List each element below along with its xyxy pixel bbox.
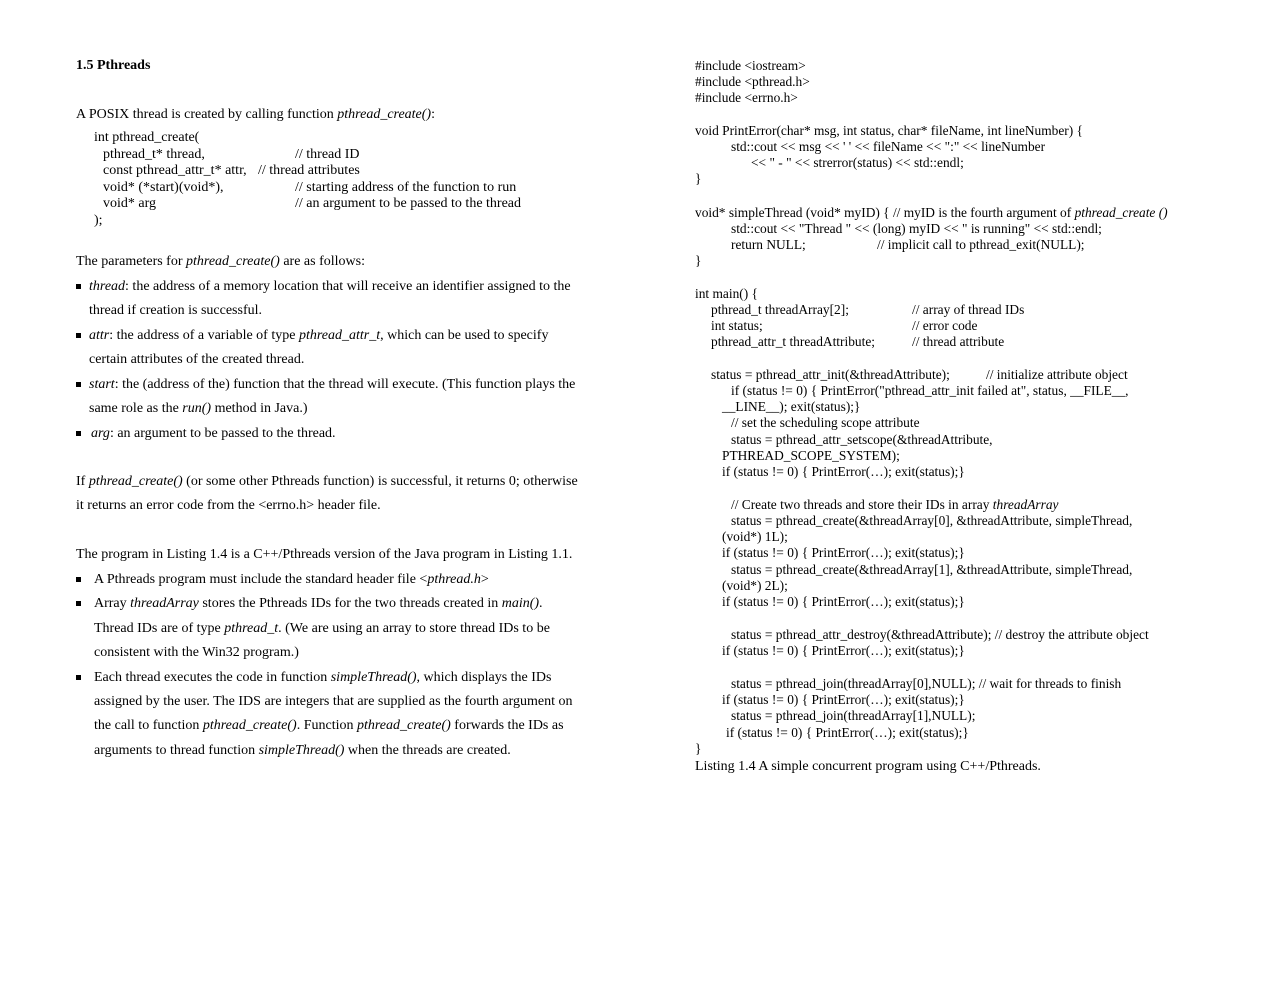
- code-line: status = pthread_attr_setscope(&threadAttribute,: [731, 432, 993, 447]
- list-item: Array threadArray stores the Pthreads IDs for the two threads created in main().: [94, 596, 543, 611]
- list-item-cont: Thread IDs are of type pthread_t. (We are using an array to store thread IDs to be: [94, 621, 550, 636]
- list-item: start: the (address of the) function that the thread will execute. (This function plays the: [89, 377, 576, 392]
- list-item: attr: the address of a variable of type pthread_attr_t, which can be used to specify: [89, 328, 549, 343]
- code-line: (void*) 2L);: [722, 578, 788, 593]
- signature-line: void* (*start)(void*),: [103, 180, 224, 195]
- code-line: void PrintError(char* msg, int status, char* fileName, int lineNumber) {: [695, 123, 1083, 138]
- bullet-icon: [76, 333, 81, 338]
- list-item: A Pthreads program must include the standard header file <pthread.h>: [94, 572, 489, 587]
- return-paragraph-cont: it returns an error code from the <errno.h> header file.: [76, 498, 381, 513]
- code-line: #include <iostream>: [695, 58, 806, 73]
- code-line: if (status != 0) { PrintError(…); exit(status);}: [722, 692, 965, 707]
- intro-paragraph: A POSIX thread is created by calling function pthread_create():: [76, 107, 435, 122]
- signature-line: const pthread_attr_t* attr,: [103, 163, 247, 178]
- code-line: if (status != 0) { PrintError(…); exit(status);}: [722, 643, 965, 658]
- code-line: status = pthread_create(&threadArray[0], &threadAttribute, simpleThread,: [731, 513, 1133, 528]
- code-line: #include <pthread.h>: [695, 74, 810, 89]
- signature-line: void* arg: [103, 196, 157, 211]
- signature-comment: // thread ID: [295, 147, 360, 162]
- code-line: #include <errno.h>: [695, 90, 798, 105]
- params-intro: The parameters for pthread_create() are as follows:: [76, 254, 365, 269]
- bullet-icon: [76, 431, 81, 436]
- code-line: if (status != 0) { PrintError(…); exit(status);}: [726, 725, 969, 740]
- list-item: arg: an argument to be passed to the thread.: [91, 426, 336, 441]
- code-line: }: [695, 741, 702, 756]
- code-line: int main() {: [695, 286, 758, 301]
- signature-comment: // starting address of the function to run: [295, 180, 517, 195]
- listing-caption: Listing 1.4 A simple concurrent program using C++/Pthreads.: [695, 759, 1041, 774]
- signature-comment: // an argument to be passed to the thread: [295, 196, 522, 211]
- code-line: if (status != 0) { PrintError(…); exit(status);}: [722, 594, 965, 609]
- code-line: << " - " << strerror(status) << std::endl;: [751, 155, 964, 170]
- code-line: if (status != 0) { PrintError(…); exit(status);}: [722, 545, 965, 560]
- signature-line: );: [94, 213, 103, 228]
- signature-line: pthread_t* thread,: [103, 147, 205, 162]
- list-item-cont: thread if creation is successful.: [89, 303, 262, 318]
- code-line: std::cout << msg << ' ' << fileName << ":" << lineNumber: [731, 139, 1046, 154]
- code-line: status = pthread_attr_init(&threadAttribute);: [711, 367, 950, 382]
- code-line: PTHREAD_SCOPE_SYSTEM);: [722, 448, 900, 463]
- code-comment: // error code: [912, 318, 978, 333]
- code-line: void* simpleThread (void* myID) { // myID is the fourth argument of pthread_create (): [695, 205, 1168, 220]
- code-line: pthread_attr_t threadAttribute;: [711, 334, 875, 349]
- code-comment: // Create two threads and store their IDs in array threadArray: [731, 497, 1059, 512]
- code-line: status = pthread_join(threadArray[1],NULL);: [731, 708, 976, 723]
- list-item-cont: same role as the run() method in Java.): [89, 401, 308, 416]
- program-intro: The program in Listing 1.4 is a C++/Pthreads version of the Java program in Listing 1.1.: [76, 547, 573, 562]
- code-line: status = pthread_create(&threadArray[1], &threadAttribute, simpleThread,: [731, 562, 1133, 577]
- code-comment: // set the scheduling scope attribute: [731, 415, 920, 430]
- bullet-icon: [76, 382, 81, 387]
- code-comment: // implicit call to pthread_exit(NULL);: [877, 237, 1085, 252]
- bullet-icon: [76, 284, 81, 289]
- bullet-icon: [76, 601, 81, 606]
- list-item: thread: the address of a memory location that will receive an identifier assigned to the: [89, 279, 571, 294]
- list-item-cont: the call to function pthread_create(). Function pthread_create() forwards the IDs as: [94, 718, 564, 733]
- code-line: int status;: [711, 318, 763, 333]
- code-line: pthread_t threadArray[2];: [711, 302, 849, 317]
- bullet-icon: [76, 577, 81, 582]
- code-line: return NULL;: [731, 237, 806, 252]
- code-line: }: [695, 171, 702, 186]
- list-item-cont: consistent with the Win32 program.): [94, 645, 299, 660]
- list-item: Each thread executes the code in function simpleThread(), which displays the IDs: [94, 670, 552, 685]
- bullet-icon: [76, 675, 81, 680]
- code-line: (void*) 1L);: [722, 529, 788, 544]
- code-comment: // thread attribute: [912, 334, 1005, 349]
- code-line: std::cout << "Thread " << (long) myID << " is running" << std::endl;: [731, 221, 1102, 236]
- section-title: 1.5 Pthreads: [76, 58, 151, 73]
- code-line: status = pthread_join(threadArray[0],NULL); // wait for threads to finish: [731, 676, 1122, 691]
- code-line: status = pthread_attr_destroy(&threadAttribute); // destroy the attribute object: [731, 627, 1149, 642]
- code-comment: // initialize attribute object: [986, 367, 1128, 382]
- return-paragraph: If pthread_create() (or some other Pthreads function) is successful, it returns 0; otherwise: [76, 474, 578, 489]
- list-item-cont: certain attributes of the created thread.: [89, 352, 305, 367]
- signature-comment: // thread attributes: [258, 163, 360, 178]
- code-line: if (status != 0) { PrintError("pthread_attr_init failed at", status, __FILE__,: [731, 383, 1129, 398]
- code-line: if (status != 0) { PrintError(…); exit(status);}: [722, 464, 965, 479]
- signature-line: int pthread_create(: [94, 130, 200, 145]
- code-line: __LINE__); exit(status);}: [722, 399, 861, 414]
- list-item-cont: assigned by the user. The IDS are integers that are supplied as the fourth argument on: [94, 694, 573, 709]
- list-item-cont: arguments to thread function simpleThread() when the threads are created.: [94, 743, 511, 758]
- code-line: }: [695, 253, 702, 268]
- code-comment: // array of thread IDs: [912, 302, 1025, 317]
